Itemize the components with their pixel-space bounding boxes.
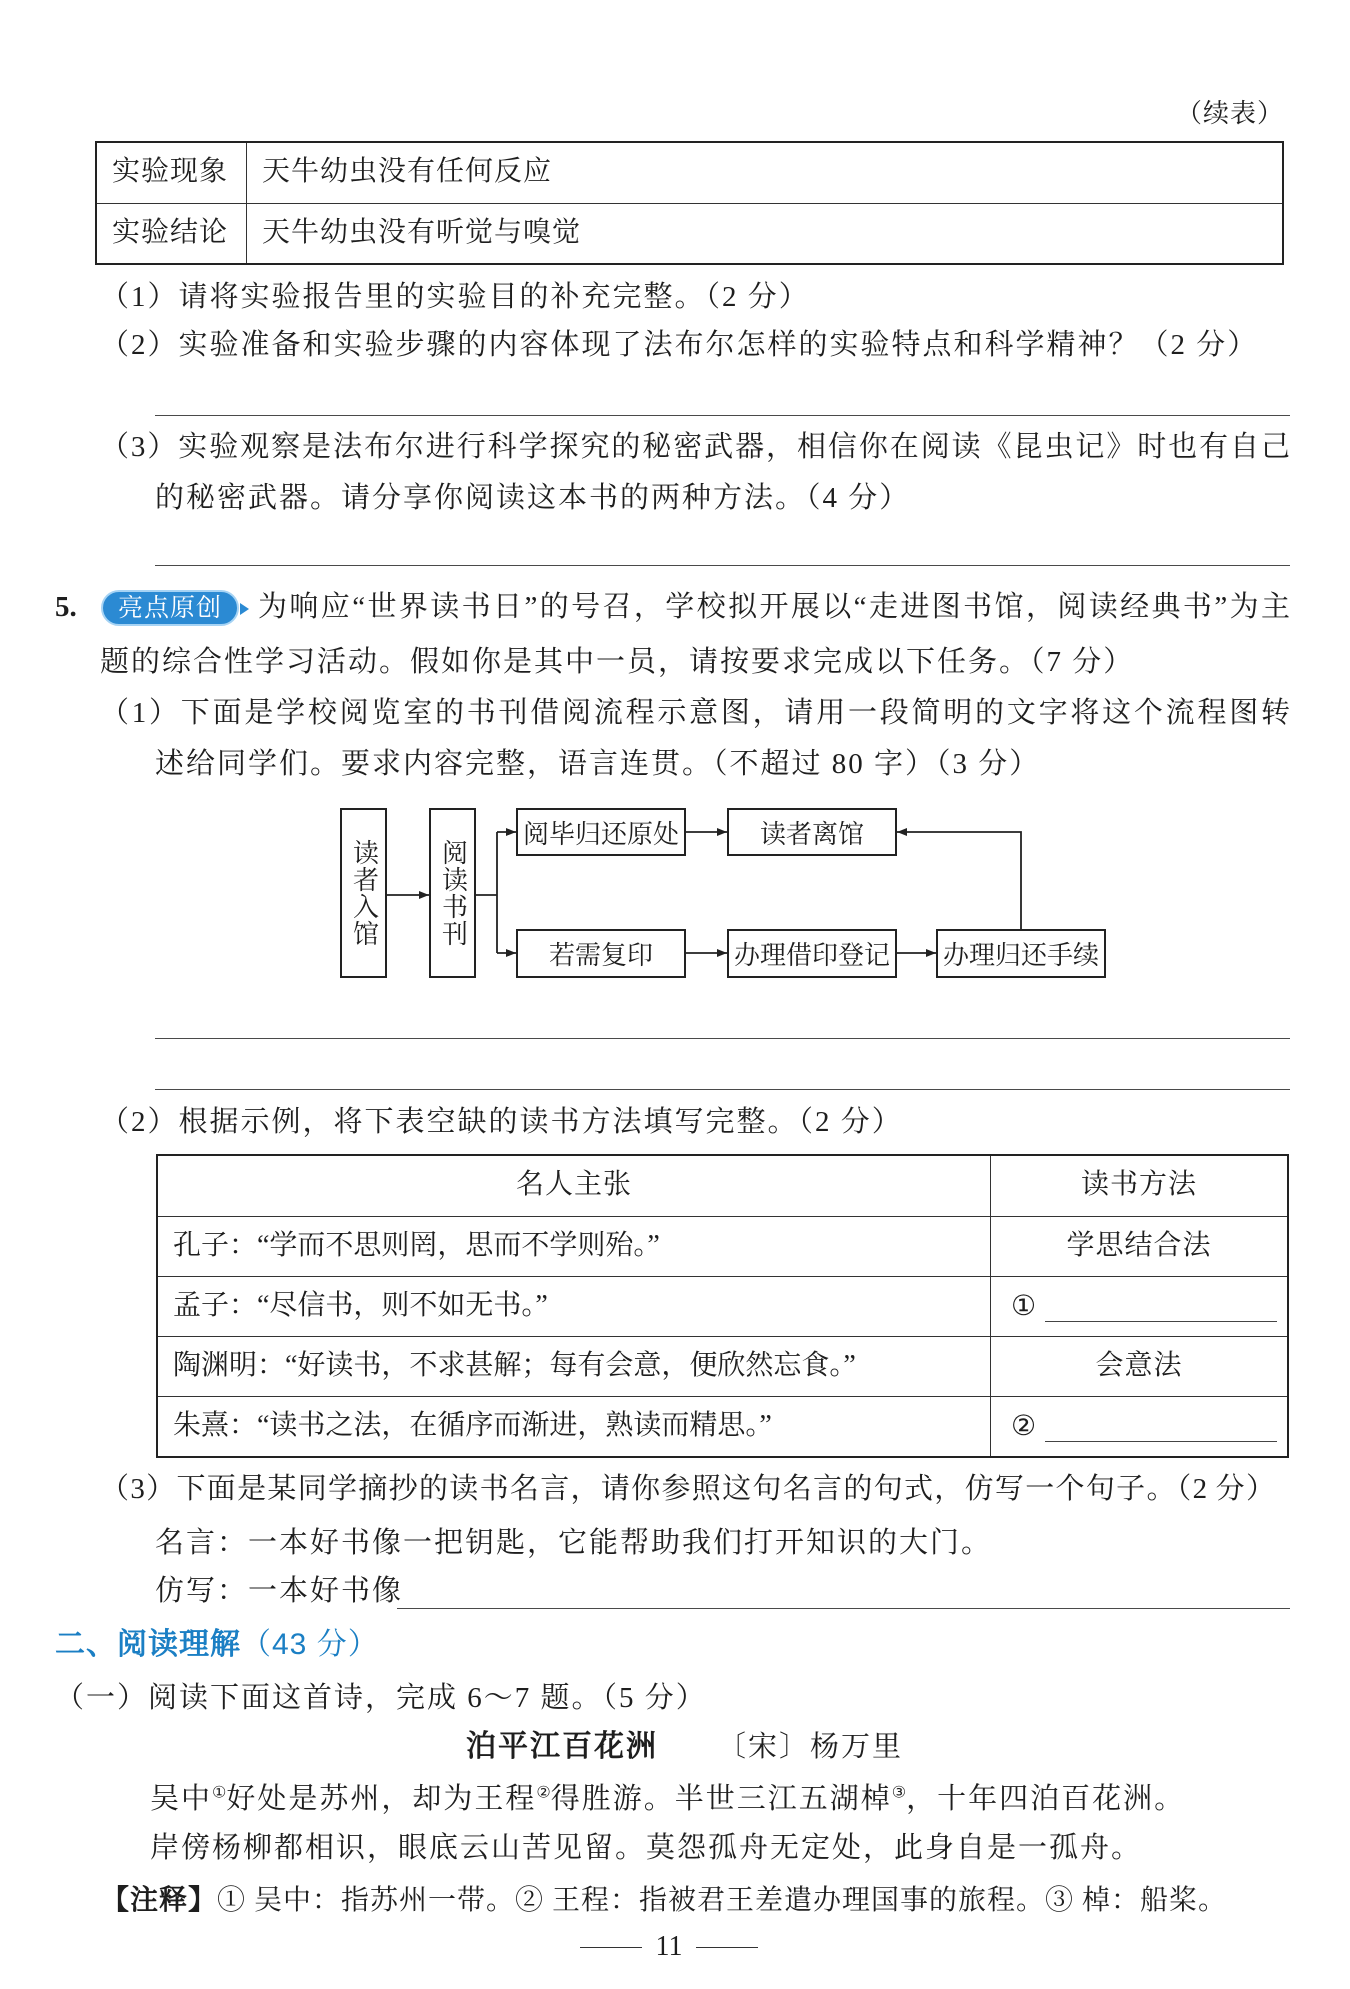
flow-node-label: 办理归还手续 <box>942 941 1099 970</box>
reading-methods-table <box>156 1154 1289 1458</box>
table-row <box>158 1396 1287 1456</box>
flow-node-label: 阅毕归还原处 <box>522 819 679 849</box>
poem-author: 〔宋〕杨万里 <box>717 1731 904 1763</box>
notes-label: 【注释】 <box>101 1885 218 1916</box>
flow-node-label: 办理借印登记 <box>733 941 890 970</box>
page-number-rule <box>696 1947 758 1948</box>
arrow-return-procedure-to-leave <box>897 832 1021 929</box>
q4-sub1: （1）请将实验报告里的实验目的补充完整。（2 分） <box>100 281 810 313</box>
poem-title: 泊平江百花洲 <box>466 1730 658 1763</box>
table-row <box>97 143 1282 203</box>
section-heading <box>55 1627 379 1663</box>
quote-cell: 孟子：“尽信书，则不如无书。” <box>158 1277 991 1336</box>
table-row <box>158 1336 1287 1396</box>
page-number: 11 <box>655 1931 683 1962</box>
q4-sub3-line1: （3）实验观察是法布尔进行科学探究的秘密武器，相信你在阅读《昆虫记》时也有自己 <box>100 431 1290 463</box>
section-title: 二、阅读理解 <box>55 1628 241 1661</box>
section-score: （43 分） <box>241 1628 379 1661</box>
poem-line: 岸傍杨柳都相识，眼底云山苦见留。莫怨孤舟无定处，此身自是一孤舟。 <box>150 1832 1143 1864</box>
quote-cell: 孔子：“学而不思则罔，思而不学则殆。” <box>158 1217 991 1276</box>
poem-line <box>150 1781 1185 1817</box>
poem-text: ，十年四泊百花洲。 <box>906 1783 1186 1815</box>
q5-sub3: （3）下面是某同学摘抄的读书名言，请你参照这句名言的句式，仿写一个句子。（2 分） <box>100 1473 1275 1505</box>
method-blank-cell <box>991 1277 1287 1336</box>
imitation-prompt: 仿写：一本好书像 <box>155 1575 404 1607</box>
flow-node-label: 读者入馆 <box>349 839 379 947</box>
continued-table-label: （续表） <box>1175 99 1284 128</box>
poem-text: 吴中 <box>150 1783 213 1815</box>
table-row <box>97 203 1282 263</box>
q5-intro-line1: 为响应“世界读书日”的号召，学校拟开展以“走进图书馆，阅读经典书”为主 <box>258 591 1290 623</box>
row-label: 实验结论 <box>97 204 247 263</box>
answer-blank <box>1045 1412 1277 1442</box>
poem-text: 得胜游。半世三江五湖棹 <box>550 1783 892 1815</box>
note-marker: ③ <box>891 1784 907 1802</box>
q4-sub2: （2）实验准备和实验步骤的内容体现了法布尔怎样的实验特点和科学精神？（2 分） <box>100 329 1259 361</box>
answer-blank <box>1045 1292 1277 1322</box>
column-header: 名人主张 <box>158 1156 991 1216</box>
page-number-rule <box>580 1947 642 1948</box>
q5-sub2: （2）根据示例，将下表空缺的读书方法填写完整。（2 分） <box>100 1106 903 1138</box>
method-blank-cell <box>991 1397 1287 1456</box>
q5-intro-line2: 题的综合性学习活动。假如你是其中一员，请按要求完成以下任务。（7 分） <box>100 646 1135 678</box>
answer-line <box>155 415 1290 416</box>
method-cell: 会意法 <box>1095 1350 1183 1381</box>
part1-instruction: （一）阅读下面这首诗，完成 6～7 题。（5 分） <box>55 1682 707 1714</box>
flowchart-arrows <box>330 795 1120 990</box>
note-marker: ② <box>536 1784 551 1802</box>
quote-cell: 陶渊明：“好读书，不求甚解；每有会意，便欣然忘食。” <box>158 1337 991 1396</box>
q5-sub1-line2: 述给同学们。要求内容完整，语言连贯。（不超过 80 字）（3 分） <box>155 748 1041 780</box>
note-marker: ① <box>212 1784 227 1802</box>
poem-text: 好处是苏州，却为王程 <box>226 1783 537 1815</box>
flow-node-label: 读者离馆 <box>759 819 864 849</box>
notes-text: ① 吴中：指苏州一带。② 王程：指被君王差遣办理国事的旅程。③ 棹：船桨。 <box>217 1885 1228 1916</box>
answer-line <box>397 1608 1290 1609</box>
answer-line <box>155 1038 1290 1039</box>
answer-line <box>155 565 1290 566</box>
flow-node-label: 若需复印 <box>548 941 653 970</box>
row-label: 实验现象 <box>97 143 247 203</box>
row-value: 天牛幼虫没有听觉与嗅觉 <box>262 217 582 248</box>
q5-sub1-line1: （1）下面是学校阅览室的书刊借阅流程示意图，请用一段简明的文字将这个流程图转 <box>100 697 1290 729</box>
page-number-footer <box>580 1929 758 1965</box>
table-row <box>158 1276 1287 1336</box>
table-row <box>158 1216 1287 1276</box>
original-highlight-badge: 亮点原创 <box>101 590 239 626</box>
table-header-row <box>158 1156 1287 1216</box>
quote-cell: 朱熹：“读书之法，在循序而渐进，熟读而精思。” <box>158 1397 991 1456</box>
method-cell: 学思结合法 <box>1066 1230 1212 1261</box>
q5-number: 5. <box>55 591 77 623</box>
blank-marker: ② <box>1011 1410 1038 1442</box>
poem-notes <box>101 1883 1227 1919</box>
flow-node-label: 阅读书刊 <box>438 839 468 947</box>
experiment-table <box>95 141 1284 265</box>
q4-sub3-line2: 的秘密武器。请分享你阅读这本书的两种方法。（4 分） <box>155 482 911 514</box>
famous-quote: 名言：一本好书像一把钥匙，它能帮助我们打开知识的大门。 <box>155 1527 993 1559</box>
row-value: 天牛幼虫没有任何反应 <box>262 156 553 187</box>
answer-line <box>155 1089 1290 1090</box>
column-header: 读书方法 <box>1080 1169 1197 1200</box>
blank-marker: ① <box>1011 1290 1038 1322</box>
